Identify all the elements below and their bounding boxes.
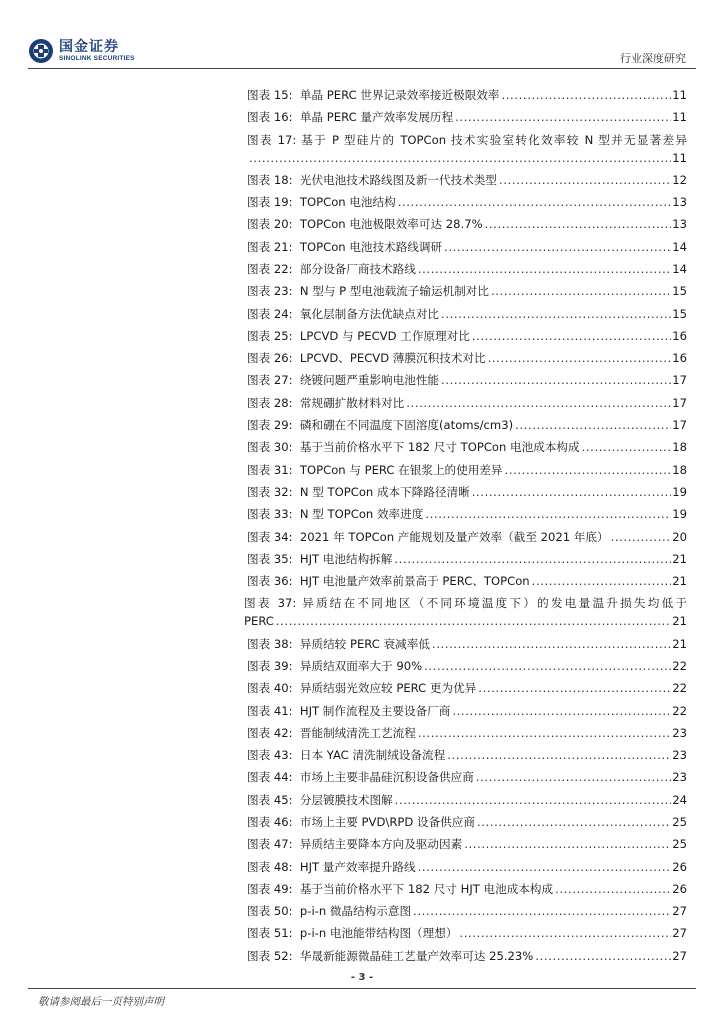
toc-entry-label: 图表 15: 单晶 PERC 世界记录效率接近极限效率 — [247, 88, 500, 102]
dot-leader — [491, 282, 671, 300]
toc-entry-page: 21 — [672, 636, 687, 651]
toc-entry[interactable] — [247, 572, 687, 594]
toc-entry-page: 23 — [672, 725, 687, 740]
toc-entry[interactable] — [247, 902, 687, 924]
toc-entry-page: 16 — [672, 351, 687, 366]
toc-entry[interactable] — [247, 416, 687, 438]
toc-entry-label: 图表 25: LPCVD 与 PECVD 工作原理对比 — [247, 328, 470, 343]
toc-entry-page: 25 — [672, 814, 687, 829]
toc-entry[interactable] — [247, 438, 687, 460]
toc-entry[interactable] — [247, 505, 687, 527]
toc-entry[interactable] — [247, 724, 687, 746]
toc-entry-label: 图表 16: 单晶 PERC 量产效率发展历程 — [247, 110, 454, 125]
page-header — [0, 0, 724, 75]
toc-entry-page: 23 — [672, 748, 687, 763]
dot-leader — [418, 260, 671, 278]
dot-leader — [395, 791, 672, 809]
dot-leader — [476, 768, 671, 786]
dot-leader — [611, 528, 672, 546]
toc-entry-label: 图表 45: 分层镀膜技术图解 — [247, 792, 393, 807]
toc-entry-page: 11 — [672, 150, 687, 165]
dot-leader — [532, 572, 672, 590]
dot-leader — [488, 349, 672, 367]
dot-leader — [501, 86, 671, 104]
dot-leader — [582, 438, 672, 456]
toc-entry-label: 图表 17: 基于 P 型硅片的 TOPCon 技术实验室转化效率较 N 型并无显著差异 — [247, 132, 687, 147]
toc-entry-page: 22 — [672, 703, 687, 718]
toc-entry[interactable] — [247, 768, 687, 790]
toc-entry[interactable] — [244, 594, 687, 634]
toc-entry-label: 图表 22: 部分设备厂商技术路线 — [247, 261, 416, 276]
toc-entry-label: 图表 38: 异质结较 PERC 衰减率低 — [247, 636, 430, 651]
footer-divider — [28, 988, 696, 989]
header-divider — [28, 68, 696, 69]
toc-entry-page: 17 — [672, 373, 687, 388]
toc-entry-page: 16 — [672, 328, 687, 343]
toc-entry-label: 图表 23: N 型与 P 型电池载流子输运机制对比 — [247, 284, 489, 299]
toc-entry-page: 26 — [672, 881, 687, 896]
toc-entry[interactable] — [247, 394, 687, 416]
dot-leader — [555, 880, 671, 898]
dot-leader — [432, 635, 671, 653]
toc-entry-page: 11 — [672, 110, 687, 125]
toc-entry-label: 图表 50: p-i-n 微晶结构示意图 — [247, 904, 412, 919]
dot-leader — [425, 505, 671, 523]
dot-leader — [276, 612, 671, 630]
dot-leader — [472, 483, 672, 501]
dot-leader — [505, 461, 672, 479]
toc-entry-label: 图表 19: TOPCon 电池结构 — [247, 195, 396, 210]
logo-english-name: SINOLINK SECURITIES — [59, 54, 135, 62]
toc-entry-label: 图表 48: HJT 量产效率提升路线 — [247, 859, 416, 874]
toc-entry[interactable] — [247, 947, 687, 969]
toc-entry-page: 18 — [672, 440, 687, 455]
toc-entry-page: 21 — [672, 574, 687, 589]
toc-entry-label: 图表 49: 基于当前价格水平下 182 尺寸 HJT 电池成本构成 — [247, 881, 554, 896]
dot-leader — [455, 108, 671, 126]
toc-entry-label: 图表 34: 2021 年 TOPCon 产能规划及量产效率（截至 2021 年底） — [247, 529, 609, 544]
toc-entry-label: 图表 28: 常规硼扩散材料对比 — [247, 395, 405, 410]
toc-entry[interactable] — [247, 171, 687, 193]
toc-entry[interactable] — [247, 880, 687, 902]
dot-leader — [418, 724, 671, 742]
toc-entry[interactable] — [247, 791, 687, 813]
toc-entry[interactable] — [247, 215, 687, 237]
toc-entry-label: 图表 41: HJT 制作流程及主要设备厂商 — [247, 703, 451, 718]
toc-entry-page: 22 — [672, 681, 687, 696]
toc-entry-label-continuation: PERC — [244, 614, 274, 629]
dot-leader — [424, 657, 671, 675]
toc-entry-label: 图表 42: 晋能制绒清洗工艺流程 — [247, 725, 416, 740]
toc-entry-label: 图表 21: TOPCon 电池技术路线调研 — [247, 239, 443, 254]
toc-entry-label: 图表 36: HJT 电池量产效率前景高于 PERC、TOPCon — [247, 574, 530, 589]
toc-entry[interactable] — [247, 108, 687, 130]
toc-entry[interactable] — [247, 635, 687, 657]
toc-entry-page: 12 — [672, 172, 687, 187]
toc-entry-page: 11 — [672, 88, 687, 102]
dot-leader — [249, 149, 671, 167]
toc-entry[interactable] — [247, 550, 687, 572]
dot-leader — [452, 702, 671, 720]
toc-entry-label: 图表 40: 异质结弱光效应较 PERC 更为优异 — [247, 681, 477, 696]
toc-entry[interactable] — [247, 260, 687, 282]
toc-entry-label: 图表 51: p-i-n 电池能带结构图（理想） — [247, 926, 458, 941]
dot-leader — [413, 902, 671, 920]
toc-entry-page: 13 — [672, 195, 687, 210]
toc-entry[interactable] — [247, 835, 687, 857]
toc-entry-label: 图表 39: 异质结双面率大于 90% — [247, 658, 423, 673]
toc-entry-label: 图表 31: TOPCon 与 PERC 在银浆上的使用差异 — [247, 462, 503, 477]
dot-leader — [535, 947, 671, 965]
toc-entry[interactable] — [247, 461, 687, 483]
toc-entry[interactable] — [247, 327, 687, 349]
toc-entry-label: 图表 26: LPCVD、PECVD 薄膜沉积技术对比 — [247, 351, 486, 366]
toc-entry-page: 14 — [672, 239, 687, 254]
toc-entry-page: 27 — [672, 904, 687, 919]
toc-entry[interactable] — [247, 746, 687, 768]
disclaimer-note: 敬请参阅最后一页特别声明 — [38, 996, 164, 1008]
toc-entry-page: 21 — [672, 551, 687, 566]
dot-leader — [515, 416, 671, 434]
toc-entry-page: 15 — [672, 306, 687, 321]
toc-entry-page: 18 — [672, 462, 687, 477]
report-type-label: 行业深度研究 — [620, 52, 686, 65]
toc-entry[interactable] — [247, 193, 687, 215]
toc-entry-label: 图表 20: TOPCon 电池极限效率可达 28.7% — [247, 217, 483, 232]
toc-entry-label: 图表 27: 绕镀问题严重影响电池性能 — [247, 373, 440, 388]
dot-leader — [464, 835, 671, 853]
dot-leader — [499, 171, 671, 189]
dot-leader — [477, 813, 671, 831]
dot-leader — [444, 238, 671, 256]
toc-entry-label: 图表 47: 异质结主要降本方向及驱动因素 — [247, 837, 463, 852]
dot-leader — [472, 327, 671, 345]
toc-entry-label: 图表 44: 市场上主要非晶硅沉积设备供应商 — [247, 770, 474, 785]
toc-entry-label: 图表 32: N 型 TOPCon 成本下降路径清晰 — [247, 484, 470, 499]
toc-entry-label: 图表 52: 华晟新能源微晶硅工艺量产效率可达 25.23% — [247, 948, 534, 963]
toc-entry-page: 22 — [672, 658, 687, 673]
toc-entry[interactable] — [247, 305, 687, 327]
dot-leader — [478, 679, 671, 697]
toc-entry-page: 27 — [672, 926, 687, 941]
toc-entry[interactable] — [247, 528, 687, 550]
toc-entry-label: 图表 18: 光伏电池技术路线图及新一代技术类型 — [247, 172, 497, 187]
toc-entry[interactable] — [247, 238, 687, 260]
dot-leader — [418, 858, 672, 876]
toc-entry-label: 图表 43: 日本 YAC 清洗制绒设备流程 — [247, 748, 446, 763]
toc-entry-page: 15 — [672, 284, 687, 299]
logo-chinese-name: 国金证券 — [59, 38, 119, 55]
toc-entry-page: 26 — [672, 859, 687, 874]
toc-entry[interactable] — [247, 679, 687, 701]
toc-entry-page: 27 — [672, 948, 687, 963]
toc-entry-page: 19 — [672, 507, 687, 522]
toc-entry-page: 19 — [672, 484, 687, 499]
toc-entry-page: 14 — [672, 261, 687, 276]
toc-entry[interactable] — [247, 282, 687, 304]
dot-leader — [406, 394, 671, 412]
toc-entry[interactable] — [247, 858, 687, 880]
toc-entry-label: 图表 30: 基于当前价格水平下 182 尺寸 TOPCon 电池成本构成 — [247, 440, 580, 455]
toc-entry-page: 17 — [672, 395, 687, 410]
dot-leader — [394, 550, 671, 568]
toc-entry-page: 23 — [672, 770, 687, 785]
dot-leader — [441, 371, 671, 389]
toc-entry-page: 17 — [672, 418, 687, 433]
toc-entry-page: 24 — [672, 792, 687, 807]
toc-entry-label: 图表 35: HJT 电池结构拆解 — [247, 551, 393, 566]
toc-entry[interactable] — [247, 702, 687, 724]
dot-leader — [447, 746, 671, 764]
toc-entry[interactable] — [247, 86, 687, 108]
toc-entry-page: 25 — [672, 837, 687, 852]
toc-entry-label: 图表 24: 氧化层制备方法优缺点对比 — [247, 306, 440, 321]
toc-entry[interactable] — [247, 131, 687, 171]
toc-entry-label: 图表 29: 磷和硼在不同温度下固溶度(atoms/cm3) — [247, 418, 514, 433]
figure-list — [244, 86, 687, 969]
dot-leader — [485, 215, 672, 233]
dot-leader — [459, 924, 671, 942]
toc-entry[interactable] — [247, 924, 687, 946]
company-logo — [28, 38, 135, 64]
toc-entry-page: 13 — [672, 217, 687, 232]
toc-entry[interactable] — [247, 371, 687, 393]
toc-entry-label: 图表 33: N 型 TOPCon 效率进度 — [247, 507, 424, 522]
page-number: - 3 - — [350, 972, 374, 983]
toc-entry-page: 20 — [672, 529, 687, 544]
logo-mark-icon — [28, 38, 54, 64]
toc-entry[interactable] — [247, 813, 687, 835]
toc-entry[interactable] — [247, 657, 687, 679]
toc-entry[interactable] — [247, 349, 687, 371]
dot-leader — [441, 305, 671, 323]
toc-entry-page: 21 — [672, 614, 687, 629]
toc-entry-label: 图表 46: 市场上主要 PVD\RPD 设备供应商 — [247, 814, 475, 829]
dot-leader — [398, 193, 672, 211]
toc-entry-label: 图表 37: 异质结在不同地区（不同环境温度下）的发电量温升损失均低于 — [244, 596, 687, 611]
toc-entry[interactable] — [247, 483, 687, 505]
